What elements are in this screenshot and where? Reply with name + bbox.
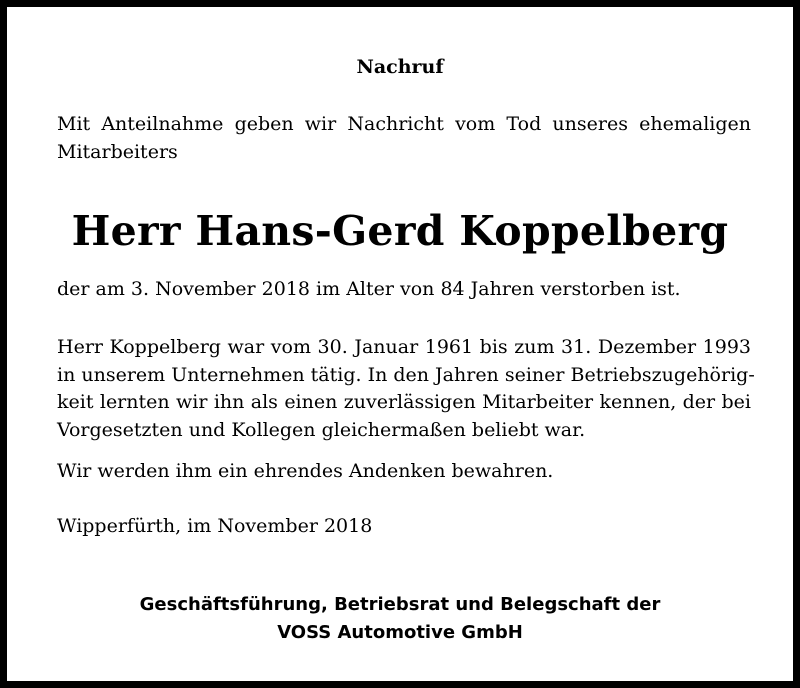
- remembrance-line: Wir werden ihm ein ehrendes Andenken bewahren.: [57, 460, 554, 482]
- death-line: der am 3. November 2018 im Alter von 84 Jahren verstorben ist.: [57, 278, 681, 300]
- signature-line: Geschäftsführung, Betriebsrat und Belegschaft der: [139, 594, 661, 615]
- remembrance-statement: [57, 458, 751, 486]
- intro-line: Mit Anteilnahme geben wir Nachricht vom Tod unseres ehemaligen: [57, 113, 751, 135]
- biography-line: in unserem Unternehmen tätig. In den Jahren seiner Betriebszugehörig-: [57, 363, 755, 386]
- death-statement: [57, 276, 751, 304]
- intro-paragraph: [57, 111, 751, 166]
- deceased-name: Herr Hans-Gerd Koppelberg: [71, 207, 729, 255]
- biography-line: keit lernten wir ihn als einen zuverlässigen Mitarbeiter kennen, der bei: [57, 391, 751, 414]
- intro-line: Mitarbeiters: [57, 140, 178, 163]
- place-and-date: [57, 513, 751, 541]
- biography-line: Herr Koppelberg war vom 30. Januar 1961 bis zum 31. Dezember 1993: [57, 336, 751, 358]
- biography-line: Vorgesetzten und Kollegen gleichermaßen beliebt war.: [57, 418, 586, 441]
- notice-heading: Nachruf: [356, 56, 444, 78]
- signature-block: [7, 591, 793, 647]
- place-date-line: Wipperfürth, im November 2018: [57, 515, 373, 537]
- company-name: VOSS Automotive GmbH: [277, 622, 523, 643]
- biography-paragraph: [57, 334, 755, 444]
